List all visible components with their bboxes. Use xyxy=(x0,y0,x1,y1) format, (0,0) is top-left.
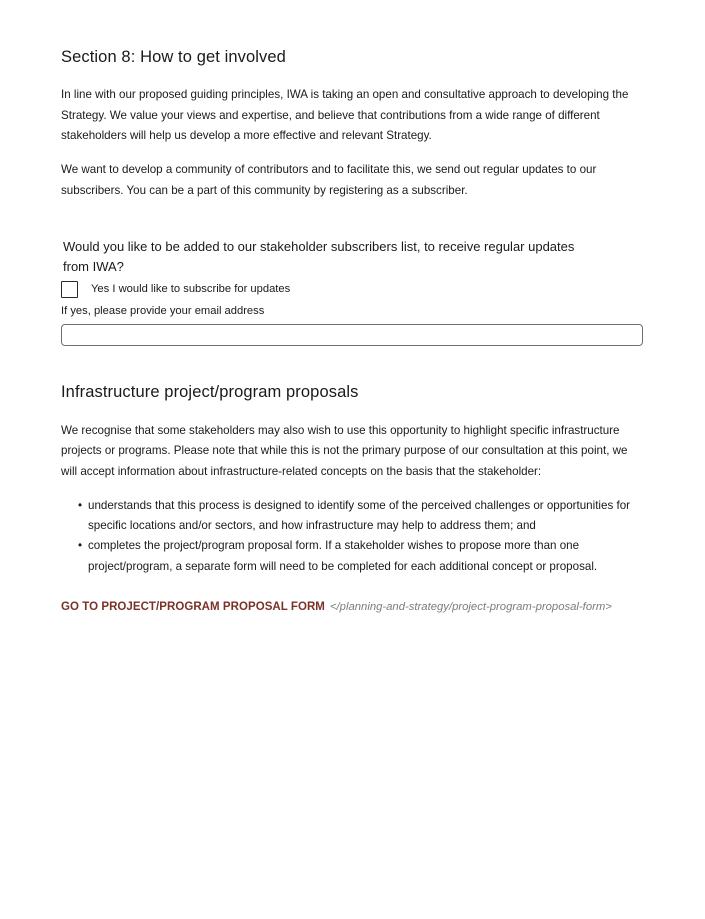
proposal-form-link-label[interactable]: GO TO PROJECT/PROGRAM PROPOSAL FORM xyxy=(61,601,325,613)
list-item-text: completes the project/program proposal form. If a stakeholder wishes to propose more than one project/program, a separate form will need to be completed for each additional concept or proposal. xyxy=(88,539,598,573)
proposals-paragraph: We recognise that some stakeholders may also wish to use this opportunity to highlight specific infrastructure projects or programs. Please note that while this is not the primary purpose of our consultation at this point, we will accept information about infrastructure-related concepts on the basis that the stakeholder: xyxy=(61,423,628,478)
intro-paragraph-1: In line with our proposed guiding principles, IWA is taking an open and consultative approach to developing the Strategy. We value your views and expertise, and believe that contributions from a wide range of different stakeholders will help us develop a more effective and relevant Strategy. xyxy=(61,88,629,143)
subscribe-checkbox[interactable] xyxy=(61,281,78,298)
proposals-heading: Infrastructure project/program proposals xyxy=(61,383,359,402)
list-item xyxy=(61,496,644,537)
spacer xyxy=(61,346,644,382)
page-title: Section 8: How to get involved xyxy=(61,48,286,66)
intro-paragraph-2: We want to develop a community of contributors and to facilitate this, we send out regular updates to our subscribers. You can be a part of this community by registering as a subscriber. xyxy=(61,163,597,197)
spacer xyxy=(61,215,644,237)
subscribe-checkbox-label: Yes I would like to subscribe for updates xyxy=(91,283,291,296)
list-item-text: understands that this process is designed to identify some of the perceived challenges or opportunities for specific locations and/or sectors, and how infrastructure may help to address them; and xyxy=(88,498,631,533)
subscribe-checkbox-row[interactable] xyxy=(61,281,644,298)
bullet-icon: • xyxy=(78,498,83,512)
email-input[interactable] xyxy=(61,324,643,346)
document-content xyxy=(61,47,644,617)
proposal-form-link-row[interactable] xyxy=(61,595,644,617)
bullet-icon: • xyxy=(78,539,83,553)
subscribe-form xyxy=(63,237,644,347)
proposals-bullet-list xyxy=(61,496,644,577)
subscribe-question-label: Would you like to be added to our stakeholder subscribers list, to receive regular updates from IWA? xyxy=(63,238,575,274)
proposal-form-link-url: </planning-and-strategy/project-program-proposal-form> xyxy=(329,601,612,613)
email-field-label: If yes, please provide your email address xyxy=(61,304,265,317)
list-item xyxy=(61,536,644,577)
